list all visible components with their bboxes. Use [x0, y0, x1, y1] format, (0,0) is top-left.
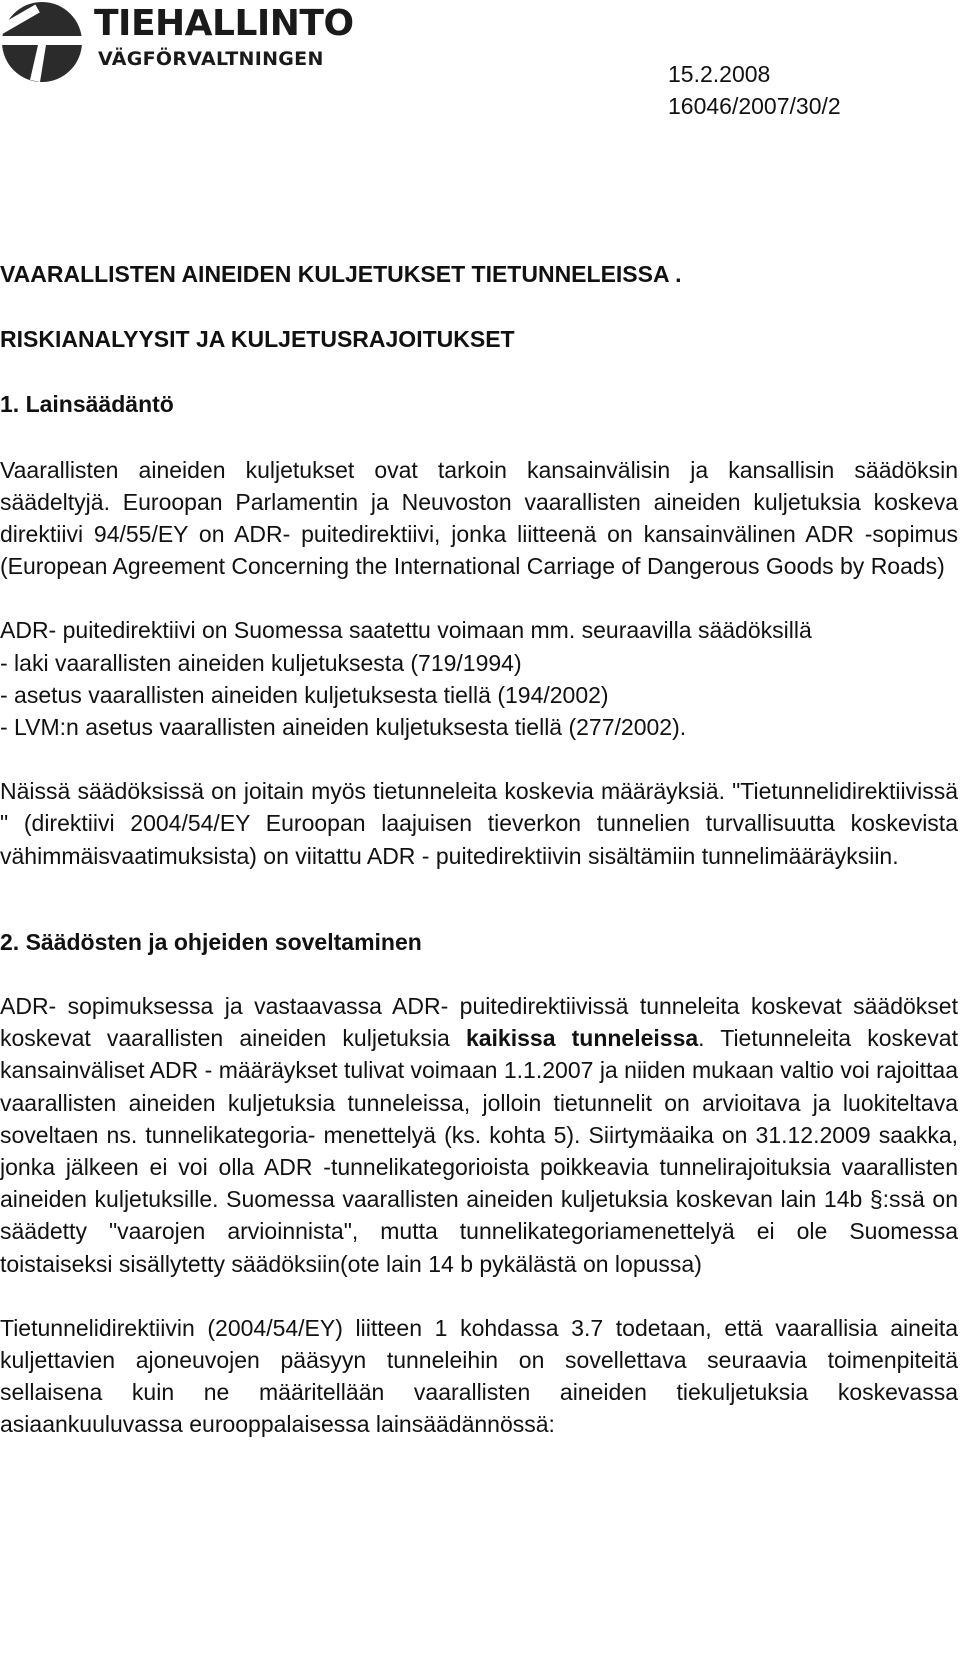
section1-paragraph3: Näissä säädöksissä on joitain myös tietunneleita koskevia määräyksiä. "Tietunnelidirektiivissä " (direktiivi 2004/54/EY Euroopan laajuisen tieverkon tunnelien turvallisuutta koskevista vähimmäisvaatimuksista) on viitattu ADR - puitedirektiivin sisältämiin tunnelimääräyksiin. [0, 778, 958, 869]
logo-title: TIEHALLINTO [94, 3, 354, 44]
section1-heading: 1. Lainsäädäntö [0, 391, 174, 418]
logo [0, 0, 354, 84]
document-meta [668, 58, 841, 122]
section2-paragraph1-emphasis: kaikissa tunneleissa [465, 1025, 699, 1052]
section2-paragraph1 [0, 990, 958, 1280]
section1-paragraph1: Vaarallisten aineiden kuljetukset ovat tarkoin kansainvälisin ja kansallisin säädöksin säädeltyjä. Euroopan Parlamentin ja Neuvoston vaarallisten aineiden kuljetuksia koskeva direktiivi 94/55/EY on ADR- puitedirektiivi, jonka liitteenä on kansainvälinen ADR -sopimus (European Agreement Concerning the International Carriage of Dangerous Goods by Roads) [0, 456, 958, 580]
section2-paragraph2: Tietunnelidirektiivin (2004/54/EY) liitteen 1 kohdassa 3.7 todetaan, että vaarallisia aineita kuljettavien ajoneuvojen pääsyyn tunneleihin on sovellettava seuraavia toimenpiteitä sellaisena kuin ne määritellään vaarallisten aineiden tiekuljetuksia koskevassa asiaankuuluvassa eurooppalaisessa lainsäädännössä: [0, 1314, 958, 1438]
logo-subtitle: VÄGFÖRVALTNINGEN [98, 48, 324, 70]
document-date: 15.2.2008 [668, 61, 771, 87]
document-reference: 16046/2007/30/2 [668, 93, 841, 119]
list-item: - asetus vaarallisten aineiden kuljetuksesta tiellä (194/2002) [0, 681, 609, 708]
document-title-line2: RISKIANALYYSIT JA KULJETUSRAJOITUKSET [0, 326, 515, 353]
document-body [0, 258, 958, 1441]
section1-list [0, 647, 958, 744]
section2-heading: 2. Säädösten ja ohjeiden soveltaminen [0, 928, 422, 955]
document-title-line1: VAARALLISTEN AINEIDEN KULJETUKSET TIETUNNELEISSA . [0, 261, 682, 287]
section2-paragraph1-text-a: ADR- sopimuksessa ja vastaavassa ADR- puitedirektiivissä tunneleita koskevat säädökset koskevat vaarallisten aineiden kuljetuksia [0, 993, 958, 1052]
section2-paragraph1-text-b: . Tietunneleita koskevat kansainväliset ADR - määräykset tulivat voimaan 1.1.2007 ja niiden mukaan valtio voi rajoittaa vaarallisten aineiden kuljetuksia tunneleissa, jolloin tietunnelit on arvioitava ja luokiteltava soveltaen ns. tunnelikategoria- menettelyä (ks. kohta 5). Siirtymäaika on 31.12.2009 saakka, jonka jälkeen ei voi olla ADR -tunnelikategorioista poikkeavia tunnelirajoituksia vaarallisten aineiden kuljetuksille. Suomessa vaarallisten aineiden kuljetuksia koskevan lain 14b §:ssä on säädetty "vaarojen arvioinnista", mutta tunnelikategoriamenettelyä ei ole Suomessa toistaiseksi sisällytetty säädöksiin(ote lain 14 b pykälästä on lopussa) [0, 1025, 958, 1277]
tiehallinto-logo-icon [0, 0, 84, 84]
list-item: - laki vaarallisten aineiden kuljetuksesta (719/1994) [0, 649, 522, 676]
section1-paragraph2-intro: ADR- puitedirektiivi on Suomessa saatettu voimaan mm. seuraavilla säädöksillä [0, 617, 812, 644]
list-item: - LVM:n asetus vaarallisten aineiden kuljetuksesta tiellä (277/2002). [0, 714, 687, 741]
